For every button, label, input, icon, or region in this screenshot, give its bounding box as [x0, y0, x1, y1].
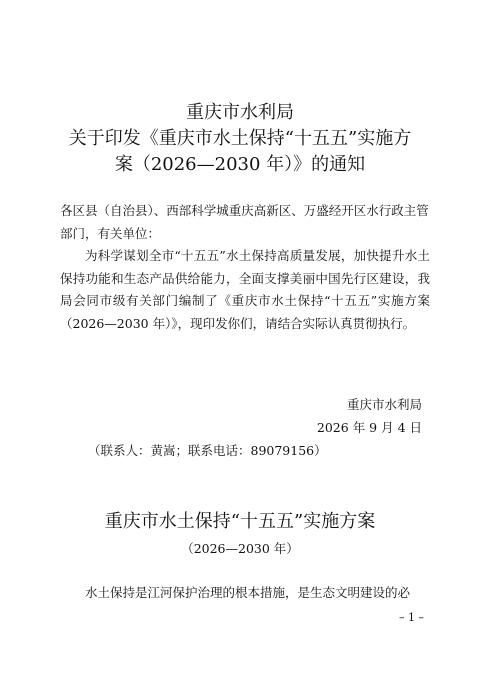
- contact-info: （联系人：黄嵩；联系电话：89079156）: [88, 443, 327, 458]
- signature-org: 重庆市水利局: [346, 397, 422, 412]
- notice-title-line-2: 案（2026—2030 年）》的通知: [114, 154, 366, 175]
- plan-intro-text: 水土保持是江河保护治理的根本措施，是生态文明建设的必: [85, 585, 411, 600]
- plan-title: 重庆市水土保持“十五五”实施方案: [104, 511, 376, 532]
- issuer-name: 重庆市水利局: [186, 102, 294, 123]
- signature-date: 2026 年 9 月 4 日: [316, 420, 422, 435]
- addressee: 各区县（自治县）、西部科学城重庆高新区、万盛经开区水行政主管部门，有关单位：: [60, 203, 429, 241]
- notice-title-line-1: 关于印发《重庆市水土保持“十五五”实施方: [68, 128, 412, 149]
- plan-subtitle: （2026—2030 年）: [181, 541, 299, 556]
- notice-paragraph: 为科学谋划全市“十五五”水土保持高质量发展，加快提升水土保持功能和生态产品供给能力，全面支撑美丽中国先行区建设，我局会同市级有关部门编制了《重庆市水土保持“十五五”实施方案（2026—2030 年）》，现印发你们，请结合实际认真贯彻执行。: [60, 248, 430, 331]
- notice-title-block: [40, 100, 440, 178]
- page-number: – 1 –: [399, 611, 424, 624]
